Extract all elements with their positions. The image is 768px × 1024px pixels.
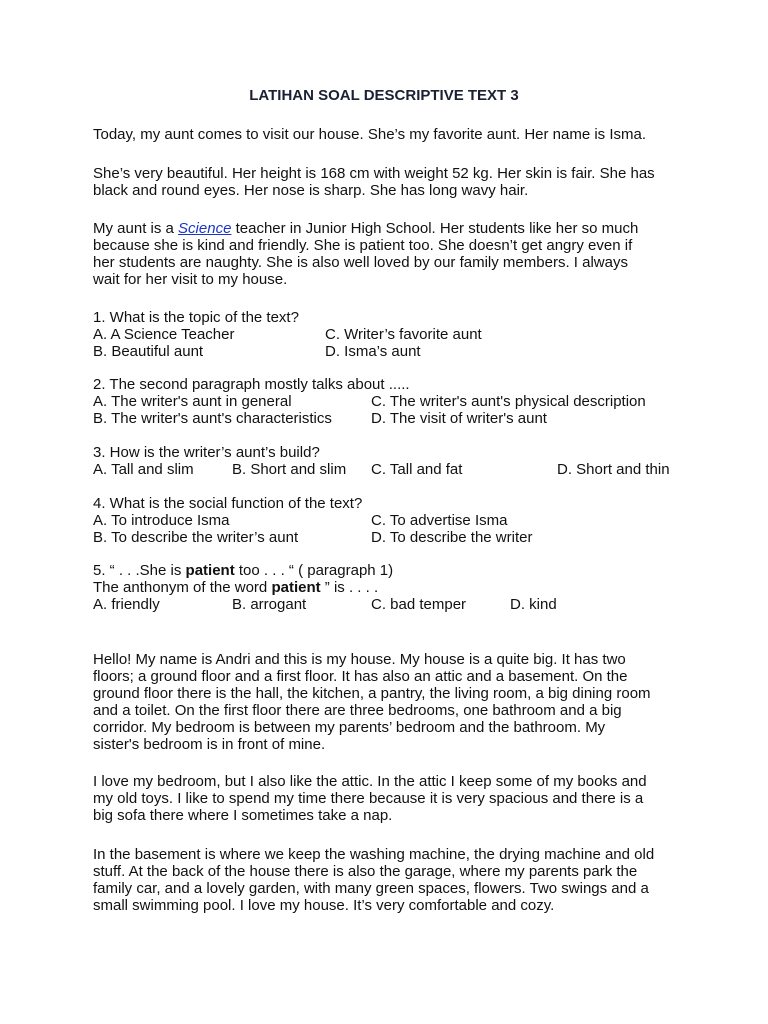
question-text xyxy=(93,562,393,579)
option-a: A. The writer's aunt in general xyxy=(93,393,292,410)
bold-word: patient xyxy=(185,562,235,579)
question-4 xyxy=(93,495,693,546)
science-link[interactable]: Science xyxy=(178,220,232,237)
paragraph-line: and a toilet. On the first floor there are three bedrooms, one bathroom and a big xyxy=(93,702,622,719)
question-5 xyxy=(93,562,693,613)
paragraph-line: her students are naughty. She is also well loved by our family members. I always xyxy=(93,254,628,271)
option-b: B. Short and slim xyxy=(232,461,347,478)
option-c: C. Tall and fat xyxy=(371,461,463,478)
paragraph-line: small swimming pool. I love my house. It’s very comfortable and cozy. xyxy=(93,897,555,914)
paragraph-line: I love my bedroom, but I also like the attic. In the attic I keep some of my books and xyxy=(93,773,647,790)
option-a: A. To introduce Isma xyxy=(93,512,230,529)
text-segment: ” is . . . . xyxy=(320,579,379,596)
paragraph-line xyxy=(93,220,683,237)
paragraph-line: wait for her visit to my house. xyxy=(93,271,288,288)
option-c: C. The writer's aunt's physical description xyxy=(371,393,646,410)
intro-paragraph-3 xyxy=(93,220,683,288)
paragraph-line: my old toys. I like to spend my time there because it is very spacious and there is a xyxy=(93,790,644,807)
question-1 xyxy=(93,309,693,360)
paragraph-line: floors; a ground floor and a first floor. It has also an attic and a basement. On the xyxy=(93,668,628,685)
option-b: B. Beautiful aunt xyxy=(93,343,204,360)
paragraph-line: sister's bedroom is in front of mine. xyxy=(93,736,326,753)
paragraph-line: family car, and a lovely garden, with many green spaces, flowers. Two swings and a xyxy=(93,880,649,897)
option-b: B. arrogant xyxy=(232,596,307,613)
question-3 xyxy=(93,444,693,478)
option-c: C. bad temper xyxy=(371,596,467,613)
paragraph-line: black and round eyes. Her nose is sharp. She has long wavy hair. xyxy=(93,182,529,199)
option-d: D. The visit of writer's aunt xyxy=(371,410,547,427)
intro-paragraph-2 xyxy=(93,165,683,199)
option-b: B. The writer's aunt's characteristics xyxy=(93,410,332,427)
option-a: A. A Science Teacher xyxy=(93,326,235,343)
question-text: 3. How is the writer’s aunt’s build? xyxy=(93,444,320,461)
paragraph-line: corridor. My bedroom is between my parents’ bedroom and the bathroom. My xyxy=(93,719,606,736)
option-a: A. friendly xyxy=(93,596,160,613)
paragraph-line: In the basement is where we keep the washing machine, the drying machine and old xyxy=(93,846,655,863)
paragraph-line: Hello! My name is Andri and this is my house. My house is a quite big. It has two xyxy=(93,651,626,668)
question-text: 4. What is the social function of the text? xyxy=(93,495,363,512)
paragraph-line: ground floor there is the hall, the kitchen, a pantry, the living room, a big dining room xyxy=(93,685,651,702)
text-segment: teacher in Junior High School. Her students like her so much xyxy=(231,220,639,237)
question-subtext xyxy=(93,579,378,596)
house-paragraph-2 xyxy=(93,773,683,824)
option-a: A. Tall and slim xyxy=(93,461,194,478)
paragraph-line: because she is kind and friendly. She is patient too. She doesn’t get angry even if xyxy=(93,237,633,254)
question-text: 1. What is the topic of the text? xyxy=(93,309,299,326)
question-2 xyxy=(93,376,693,427)
option-c: C. To advertise Isma xyxy=(371,512,508,529)
question-text: 2. The second paragraph mostly talks about ..... xyxy=(93,376,410,393)
text-segment: The anthonym of the word xyxy=(93,579,272,596)
page-title: LATIHAN SOAL DESCRIPTIVE TEXT 3 xyxy=(249,87,519,104)
text-segment: 5. “ . . .She is xyxy=(93,562,186,579)
house-paragraph-3 xyxy=(93,846,683,914)
text-segment: too . . . “ ( paragraph 1) xyxy=(234,562,394,579)
option-d: D. kind xyxy=(510,596,557,613)
paragraph-line: Today, my aunt comes to visit our house. She’s my favorite aunt. Her name is Isma. xyxy=(93,126,647,143)
bold-word: patient xyxy=(271,579,321,596)
intro-paragraph-1 xyxy=(93,126,683,143)
paragraph-line: stuff. At the back of the house there is also the garage, where my parents park the xyxy=(93,863,638,880)
option-d: D. Isma’s aunt xyxy=(325,343,421,360)
option-d: D. To describe the writer xyxy=(371,529,533,546)
option-d: D. Short and thin xyxy=(557,461,670,478)
option-c: C. Writer’s favorite aunt xyxy=(325,326,482,343)
paragraph-line: She’s very beautiful. Her height is 168 cm with weight 52 kg. Her skin is fair. She has xyxy=(93,165,655,182)
text-segment: My aunt is a xyxy=(93,220,179,237)
house-paragraph-1 xyxy=(93,651,683,753)
paragraph-line: big sofa there where I sometimes take a nap. xyxy=(93,807,393,824)
option-b: B. To describe the writer’s aunt xyxy=(93,529,299,546)
